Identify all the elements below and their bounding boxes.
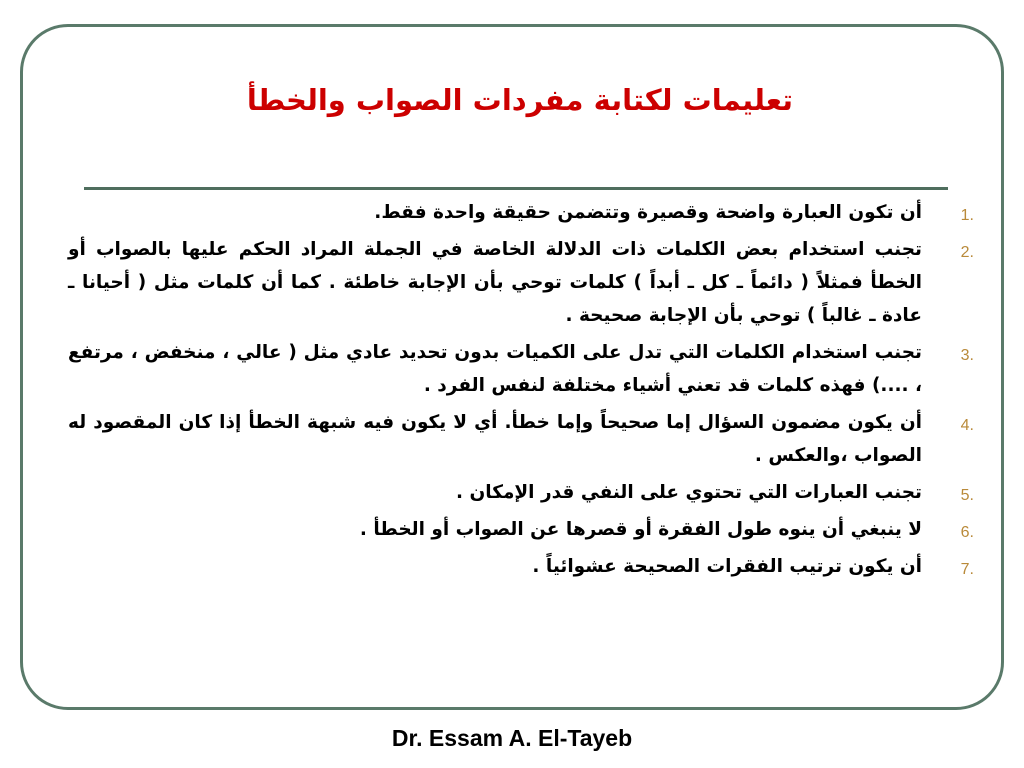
author-footer: Dr. Essam A. El-Tayeb <box>391 725 633 751</box>
title-divider <box>84 187 948 190</box>
slide-title: تعليمات لكتابة مفردات الصواب والخطأ <box>246 83 794 117</box>
list-item-number: 4. <box>960 417 974 434</box>
list-item-text: لا ينبغي أن ينوه طول الفقرة أو قصرها عن الصواب أو الخطأ . <box>359 519 922 540</box>
list-item <box>68 406 988 472</box>
list-item <box>68 550 988 583</box>
list-item-number: 6. <box>960 524 974 541</box>
list-item-number: 3. <box>960 347 974 364</box>
instruction-list <box>68 196 988 587</box>
list-item-number: 1. <box>960 207 974 224</box>
list-item <box>68 233 988 332</box>
list-item-text: تجنب استخدام بعض الكلمات ذات الدلالة الخاصة في الجملة المراد الحكم عليها بالصواب أو الخطأ فمثلاً ( دائماً ـ كل ـ أبداً ) كلمات توحي بأن الإجابة خاطئة . كما أن كلمات مثل ( أحيانا ـ عادة ـ غالباً ) توحي بأن الإجابة صحيحة . <box>68 239 922 326</box>
list-item <box>68 476 988 509</box>
list-item-number: 2. <box>960 244 974 261</box>
list-item-text: تجنب العبارات التي تحتوي على النفي قدر الإمكان . <box>455 482 922 503</box>
list-item-number: 7. <box>960 561 974 578</box>
list-item-text: أن تكون العبارة واضحة وقصيرة وتتضمن حقيقة واحدة فقط. <box>374 202 922 223</box>
list-item-text: أن يكون مضمون السؤال إما صحيحاً وإما خطأ. أي لا يكون فيه شبهة الخطأ إذا كان المقصود له الصواب ،والعكس . <box>68 412 922 466</box>
list-item-number: 5. <box>960 487 974 504</box>
list-item-text: أن يكون ترتيب الفقرات الصحيحة عشوائياً . <box>532 556 922 577</box>
list-item <box>68 196 988 229</box>
list-item-text: تجنب استخدام الكلمات التي تدل على الكميات بدون تحديد عادي مثل ( عالي ، منخفض ، مرتفع ، ....) فهذه كلمات قد تعني أشياء مختلفة لنفس الفرد . <box>68 342 922 396</box>
list-item <box>68 513 988 546</box>
list-item <box>68 336 988 402</box>
